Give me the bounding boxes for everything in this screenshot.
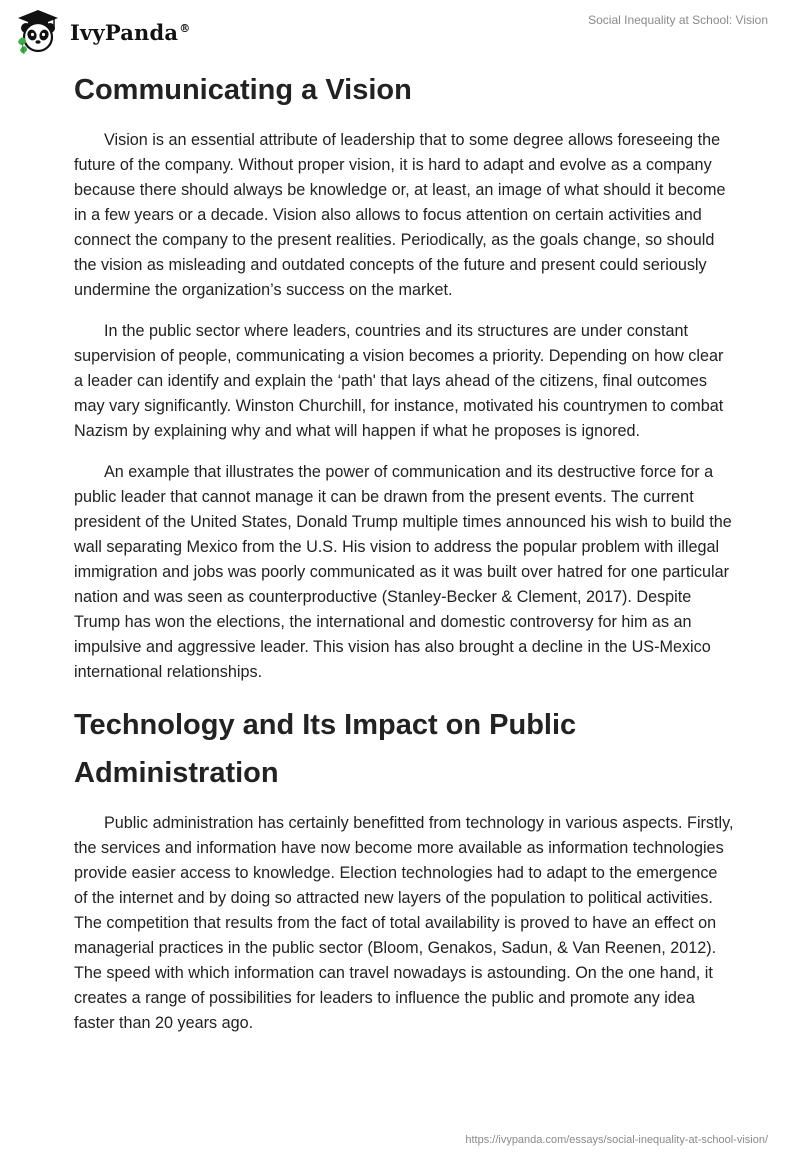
paragraph: An example that illustrates the power of communication and its destructive force for a public leader that cannot manage it can be drawn from the present events. The current president of the United States, Donald Trump multiple times announced his wish to build the wall separating Mexico from the U.S. His vision to address the popular problem with illegal immigration and jobs was poorly communicated as it was built over hatred for one particular nation and was seen as counterproductive (Stanley-Becker & Clement, 2017). Despite Trump has won the elections, the international and domestic controversy for him as an impulsive and aggressive leader. This vision has also brought a decline in the US-Mexico international relationships. <box>74 463 732 681</box>
paragraph: Vision is an essential attribute of leadership that to some degree allows foreseeing the future of the company. Without proper vision, it is hard to adapt and evolve as a company because there should always be knowledge or, at least, an image of what should it become in a few years or a decade. Vision also allows to focus attention on certain activities and connect the company to the present realities. Periodically, as the goals change, so should the vision as misleading and outdated concepts of the future and present could seriously undermine the organization’s success on the market. <box>74 131 726 299</box>
paragraph: Public administration has certainly benefitted from technology in various aspects. Firstly, the services and information have now become more available as information technologies provide easier access to knowledge. Election technologies had to adapt to the emergence of the internet and by doing so attracted new layers of the population to political activities. The competition that results from the fact of total availability is proved to have an effect on managerial practices in the public sector (Bloom, Genakos, Sadun, & Van Reenen, 2012). The speed with which information can travel nowadays is astounding. On the one hand, it creates a range of possibilities for leaders to influence the public and promote any idea faster than 20 years ago. <box>74 814 734 1032</box>
ivypanda-logo[interactable] <box>14 8 190 56</box>
source-url[interactable]: https://ivypanda.com/essays/social-inequality-at-school-vision/ <box>465 1134 768 1146</box>
section-heading-communicating-vision: Communicating a Vision <box>74 74 412 106</box>
paragraph: In the public sector where leaders, countries and its structures are under constant supervision of people, communicating a vision becomes a priority. Depending on how clear a leader can identify and explain the ‘path' that lays ahead of the citizens, final outcomes may vary significantly. Winston Churchill, for instance, motivated his countrymen to combat Nazism by explaining why and what will happen if what he proposes is ignored. <box>74 322 724 440</box>
panda-graduate-icon <box>14 8 62 56</box>
document-title: Social Inequality at School: Vision <box>588 13 768 27</box>
page-header <box>0 0 800 60</box>
section-heading-technology-impact: Technology and Its Impact on Public Administration <box>74 709 577 789</box>
essay-content <box>74 66 734 1052</box>
logo-wordmark: IvyPanda® <box>70 19 191 45</box>
